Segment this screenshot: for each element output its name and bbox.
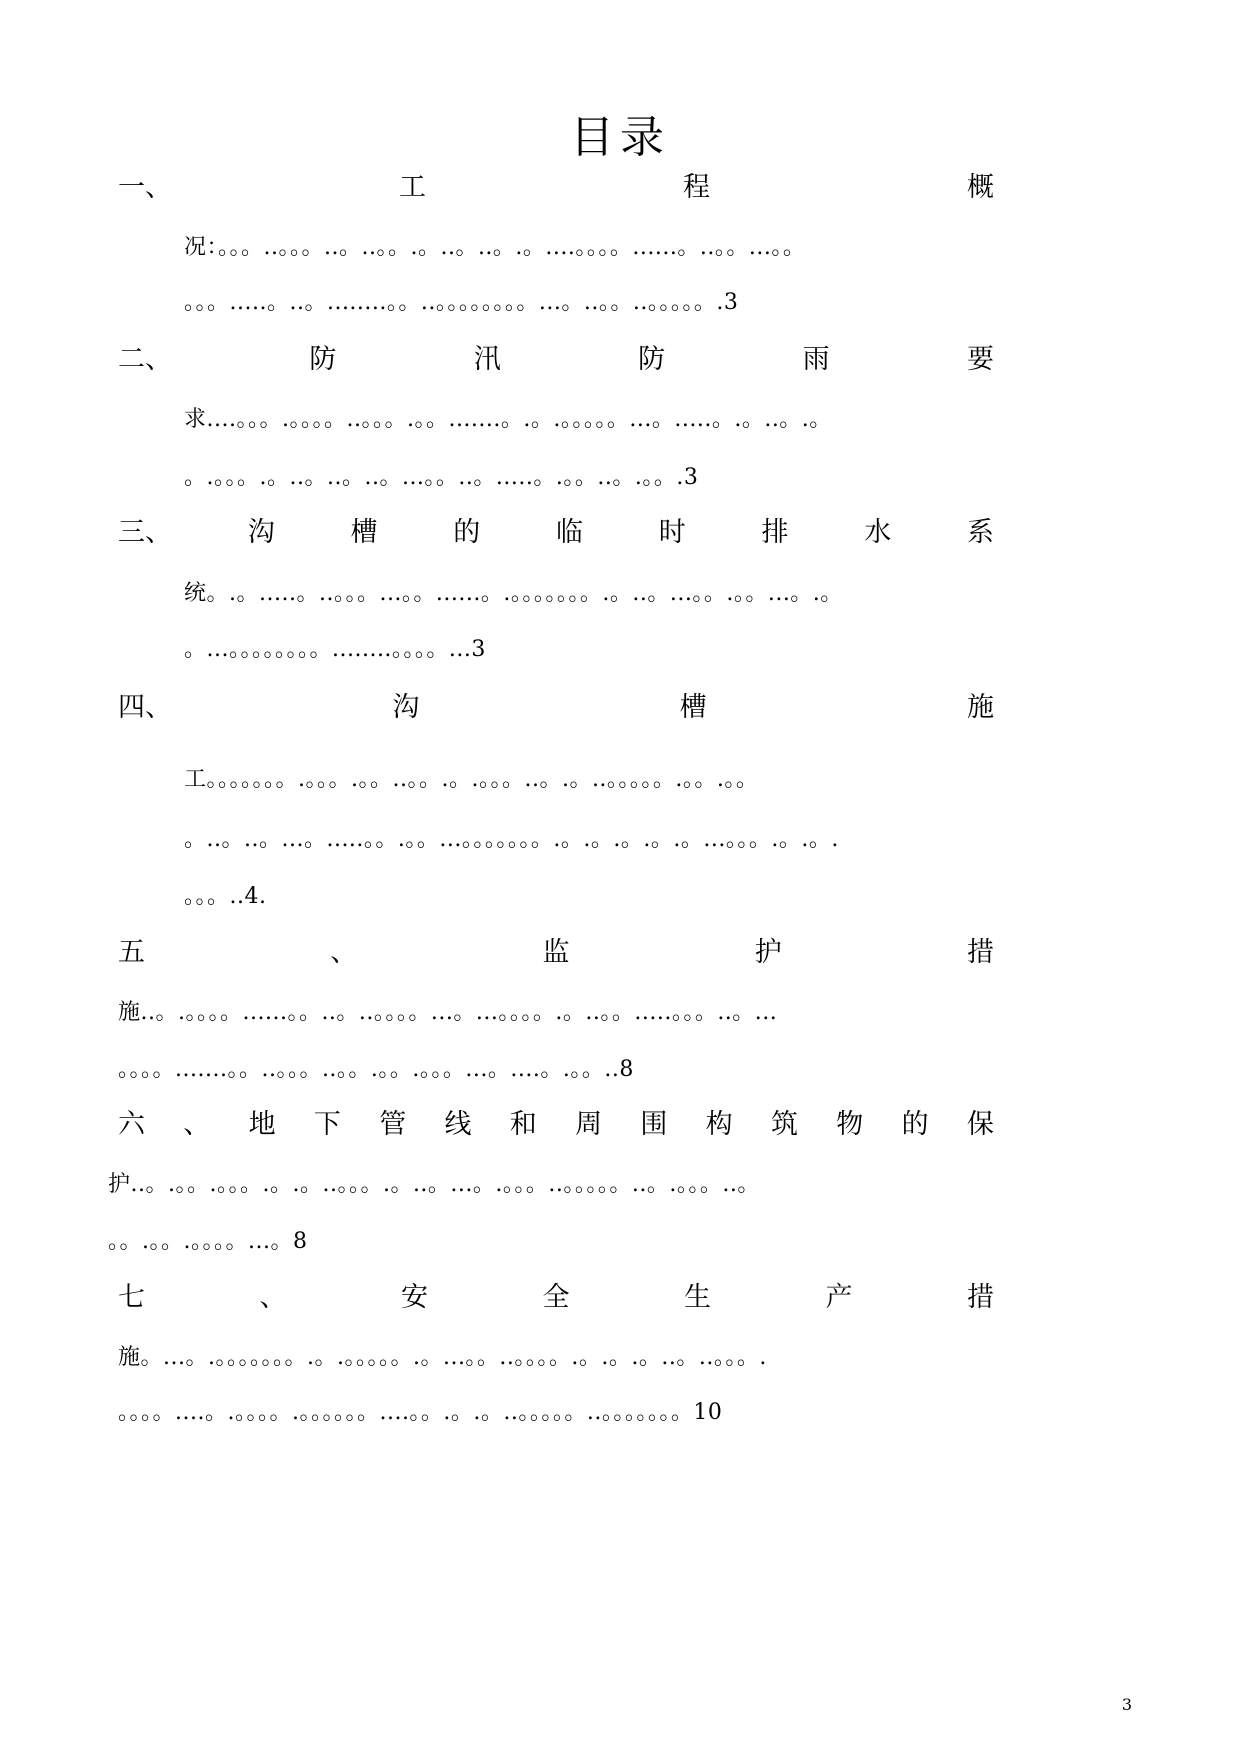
toc-entry-4-line-2: 。..。..。...。.....。。.。。...。。。。。。。.。.。.。.。.。...。。。.。.。.	[184, 827, 839, 852]
toc-entry-2-line-1: 求....。。。.。。。。..。。。.。。.......。.。.。。。。。...。.....。.。..。.。	[184, 407, 832, 432]
toc-entry-1-line-1: 况：。。。..。。。..。..。。.。..。..。.。....。。。。......。..。。...。。	[184, 235, 806, 260]
toc-heading-char: 临	[556, 517, 583, 548]
toc-entry-4-heading	[118, 688, 994, 728]
page-number: 3	[1121, 1695, 1132, 1714]
toc-heading-char: 六	[118, 1109, 145, 1140]
toc-heading-char: 、	[183, 1109, 211, 1140]
toc-heading-char: 五	[118, 937, 145, 968]
toc-heading-char: 排	[761, 517, 789, 548]
toc-heading-char: 护	[754, 937, 782, 968]
toc-heading-char: 监	[542, 937, 570, 968]
toc-entry-2-heading	[118, 340, 994, 380]
toc-heading-char: 要	[966, 344, 994, 375]
toc-heading-char: 构	[705, 1109, 733, 1140]
toc-entry-1-line-2: 。。。.....。..。........。。..。。。。。。。。...。..。。..。。。。。.3	[184, 290, 739, 315]
toc-entry-6-line-1: 护..。.。。.。。。.。.。..。。。.。..。...。.。。。..。。。。。..。.。。。..。	[108, 1172, 760, 1197]
toc-heading-char: 和	[509, 1109, 537, 1140]
toc-heading-char: 程	[683, 172, 710, 203]
toc-heading-char: 防	[309, 344, 337, 375]
toc-heading-char: 全	[542, 1282, 570, 1313]
toc-heading-char: 槽	[679, 692, 707, 723]
toc-heading-char: 保	[966, 1109, 994, 1140]
toc-heading-char: 围	[640, 1109, 668, 1140]
toc-entry-3-line-1: 统。.。.....。..。。。...。。......。.。。。。。。。.。..。...。。.。。...。.。	[184, 581, 843, 606]
toc-heading-char: 、	[330, 937, 358, 968]
toc-heading-char: 防	[638, 344, 666, 375]
toc-heading-char: 汛	[473, 344, 501, 375]
toc-entry-5-heading	[118, 933, 994, 973]
toc-heading-char: 四、	[118, 692, 172, 723]
toc-heading-char: 管	[379, 1109, 407, 1140]
toc-heading-char: 七	[118, 1282, 145, 1313]
toc-entry-7-heading	[118, 1278, 994, 1318]
toc-entry-1-heading	[118, 168, 994, 208]
toc-heading-char: 周	[575, 1109, 603, 1140]
toc-heading-char: 的	[901, 1109, 929, 1140]
toc-heading-char: 概	[967, 172, 994, 203]
toc-entry-7-line-1: 施。...。.。。。。。。。.。.。。。。。.。...。。..。。。。.。.。.。..。..。。。.	[118, 1345, 767, 1370]
toc-entry-5-line-1: 施..。.。。。。......。。..。..。。。。...。...。。。。.。..。。.....。。。..。...	[118, 1000, 778, 1025]
toc-heading-char: 二、	[118, 344, 172, 375]
toc-heading-char: 的	[453, 517, 481, 548]
toc-heading-char: 三、	[118, 517, 172, 548]
toc-entry-2-line-2: 。.。。。.。..。..。..。...。。..。.....。.。。..。.。。.3	[184, 465, 699, 490]
toc-heading-char: 水	[864, 517, 892, 548]
toc-heading-char: 时	[658, 517, 686, 548]
toc-entry-4-line-3: 。。。..4.	[184, 884, 267, 909]
toc-heading-char: 筑	[770, 1109, 798, 1140]
toc-heading-char: 线	[444, 1109, 472, 1140]
toc-heading-char: 沟	[247, 517, 275, 548]
toc-heading-char: 雨	[802, 344, 830, 375]
toc-heading-char: 产	[825, 1282, 853, 1313]
toc-heading-char: 安	[401, 1282, 428, 1313]
toc-heading-char: 施	[966, 692, 994, 723]
toc-heading-char: 措	[967, 1282, 994, 1313]
toc-heading-char: 系	[967, 517, 994, 548]
toc-heading-char: 工	[399, 172, 426, 203]
toc-heading-char: 生	[684, 1282, 711, 1313]
toc-entry-3-line-2: 。...。。。。。。。。........。。。。...3	[184, 637, 486, 662]
toc-heading-char: 、	[259, 1282, 287, 1313]
toc-entry-4-line-1: 工。。。。。。。.。。。.。。..。。.。.。。。..。.。..。。。。。.。。.。。	[184, 767, 759, 792]
toc-heading-char: 一、	[118, 172, 172, 203]
toc-entry-7-line-2: 。。。。....。.。。。。.。。。。。。....。。.。.。..。。。。。..。。。。。。。10	[118, 1400, 723, 1425]
toc-entry-6-line-2: 。。.。。.。。。。...。8	[108, 1229, 308, 1254]
toc-heading-char: 槽	[350, 517, 378, 548]
toc-heading-char: 沟	[392, 692, 420, 723]
toc-entry-5-line-2: 。。。。.......。。..。。。..。。.。。.。。。...。....。.。。..8	[118, 1057, 634, 1082]
toc-heading-char: 下	[313, 1109, 341, 1140]
toc-heading-char: 措	[967, 937, 994, 968]
toc-heading-char: 地	[248, 1109, 276, 1140]
toc-title: 目录	[570, 112, 670, 163]
toc-heading-char: 物	[836, 1109, 864, 1140]
toc-entry-3-heading	[118, 513, 994, 553]
toc-entry-6-heading	[118, 1105, 994, 1145]
